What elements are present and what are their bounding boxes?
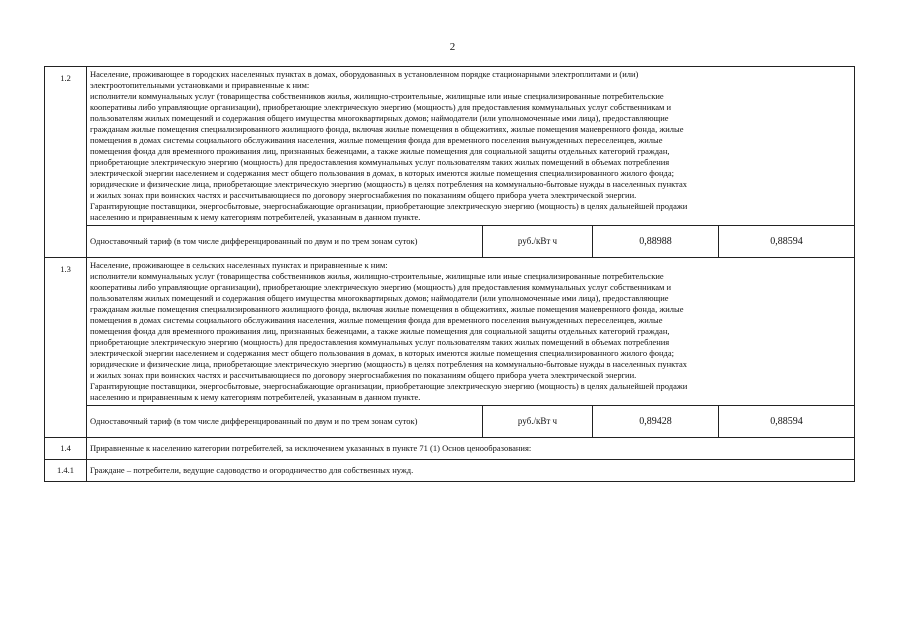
table-row: [45, 460, 855, 482]
tariff-table: [44, 66, 855, 482]
row-number: 1.3: [45, 258, 87, 438]
tariff-value-2: 0,88594: [719, 226, 855, 258]
table-row: [45, 226, 855, 258]
row-description: Граждане – потребители, ведущие садоводство и огородничество для собственных нужд.: [87, 460, 855, 482]
unit-cell: руб./кВт ч: [483, 226, 593, 258]
table-row: [45, 258, 855, 406]
tariff-value-2: 0,88594: [719, 406, 855, 438]
table-row: [45, 406, 855, 438]
row-description: Приравненные к населению категории потребителей, за исключением указанных в пункте 71 (1) Основ ценообразования:: [87, 438, 855, 460]
tariff-name: Одноставочный тариф (в том числе дифференцированный по двум и по трем зонам суток): [87, 226, 483, 258]
row-number: 1.2: [45, 67, 87, 258]
row-description: Население, проживающее в городских населенных пунктах в домах, оборудованных в установленном порядке стационарными электроплитами и (или) электроотопительными установками и приравненные к ним: исполнители коммунальных услуг (товарищества собственников жилья, жилищно-строительные, жилищные или иные специализированные потребительские кооперативы либо управляющие организации), приобретающие электрическую энергию (мощность) для предоставления коммунальных услуг собственникам и пользователям жилых помещений и содержания общего имущества многоквартирных домов; наймодатели (или уполномоченные ими лица), предоставляющие гражданам жилые помещения специализированного жилищного фонда, включая жилые помещения в общежитиях, жилые помещения маневренного фонда, жилые помещения в домах системы социального обслуживания населения, жилые помещения фонда для временного поселения вынужденных переселенцев, жилые помещения фонда для временного проживания лиц, признанных беженцами, а также жилые помещения для социальной защиты отдельных категорий граждан, приобретающие электрическую энергию (мощность) для предоставления коммунальных услуг пользователям таких жилых помещений в объемах потребления электрической энергии населением и содержания мест общего пользования в домах, в которых имеются жилые помещения специализированного жилого фонда; юридические и физические лица, приобретающие электрическую энергию (мощность) в целях потребления на коммунально-бытовые нужды в населенных пунктах и жилых зонах при воинских частях и рассчитывающиеся по договору энергоснабжения по показаниям общего прибора учета электрической энергии. Гарантирующие поставщики, энергосбытовые, энергоснабжающие организации, приобретающие электрическую энергию (мощность) в целях дальнейшей продажи населению и приравненным к нему категориям потребителей, указанным в данном пункте.: [87, 67, 855, 226]
row-description: Население, проживающее в сельских населенных пунктах и приравненные к ним: исполнители коммунальных услуг (товарищества собственников жилья, жилищно-строительные, жилищные или иные специализированные потребительские кооперативы либо управляющие организации), приобретающие электрическую энергию (мощность) для предоставления коммунальных услуг собственникам и пользователям жилых помещений и содержания общего имущества многоквартирных домов; наймодатели (или уполномоченные ими лица), предоставляющие гражданам жилые помещения специализированного жилищного фонда, включая жилые помещения в общежитиях, жилые помещения маневренного фонда, жилые помещения в домах системы социального обслуживания населения, жилые помещения фонда для временного поселения вынужденных переселенцев, жилые помещения фонда для временного проживания лиц, признанных беженцами, а также жилые помещения для социальной защиты отдельных категорий граждан, приобретающие электрическую энергию (мощность) для предоставления коммунальных услуг пользователям таких жилых помещений в объемах потребления электрической энергии населением и содержания мест общего пользования в домах, в которых имеются жилые помещения специализированного жилого фонда; юридические и физические лица, приобретающие электрическую энергию (мощность) в целях потребления на коммунально-бытовые нужды в населенных пунктах и жилых зонах при воинских частях и рассчитывающиеся по договору энергоснабжения по показаниям общего прибора учета электрической энергии. Гарантирующие поставщики, энергосбытовые, энергоснабжающие организации, приобретающие электрическую энергию (мощность) в целях дальнейшей продажи населению и приравненным к нему категориям потребителей, указанным в данном пункте.: [87, 258, 855, 406]
tariff-value-1: 0,89428: [593, 406, 719, 438]
table-row: [45, 67, 855, 226]
row-number: 1.4: [45, 438, 87, 460]
tariff-name: Одноставочный тариф (в том числе дифференцированный по двум и по трем зонам суток): [87, 406, 483, 438]
table-row: [45, 438, 855, 460]
tariff-value-1: 0,88988: [593, 226, 719, 258]
unit-cell: руб./кВт ч: [483, 406, 593, 438]
page-number: 2: [449, 41, 456, 53]
row-number: 1.4.1: [45, 460, 87, 482]
